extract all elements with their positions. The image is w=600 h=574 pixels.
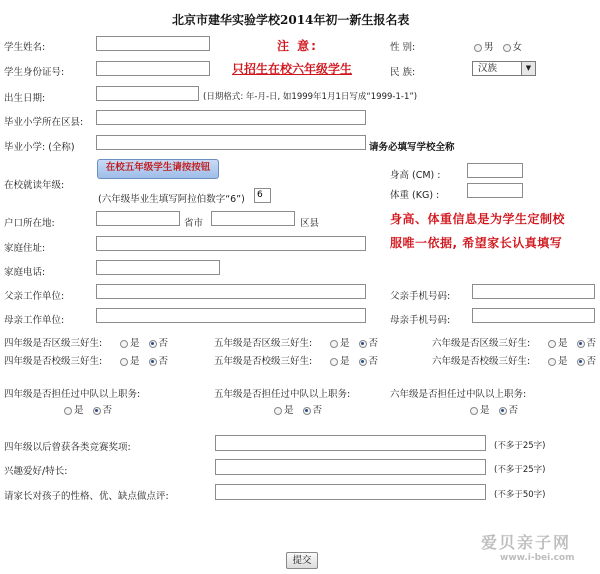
primary-district-input[interactable] xyxy=(96,110,366,125)
submit-button[interactable]: 提交 xyxy=(286,552,318,569)
birth-date-input[interactable] xyxy=(96,86,199,101)
g6-district-label: 六年级是否区级三好生: xyxy=(432,338,531,349)
gender-female-radio[interactable] xyxy=(503,44,511,52)
yes-label: 是 xyxy=(74,405,84,416)
hobbies-limit: (不多于25字) xyxy=(494,465,546,475)
no-label: 否 xyxy=(102,405,113,416)
evaluation-label: 请家长对孩子的性格、优、缺点做点评: xyxy=(4,491,169,502)
gender-label: 性 别: xyxy=(390,42,416,53)
father-work-input[interactable] xyxy=(96,284,366,299)
home-address-input[interactable] xyxy=(96,236,366,251)
mother-mobile-input[interactable] xyxy=(472,308,595,323)
weight-label: 体重 (KG) : xyxy=(390,190,440,201)
g4-school-no-radio[interactable] xyxy=(149,358,157,366)
hobbies-label: 兴趣爱好/特长: xyxy=(4,466,68,477)
grade-input[interactable]: 6 xyxy=(254,188,271,203)
yes-label: 是 xyxy=(130,356,140,367)
watermark-url: www.i-bei.com xyxy=(500,553,575,563)
g6-duty-label: 六年级是否担任过中队以上职务: xyxy=(390,389,527,400)
g4-duty-yes-radio[interactable] xyxy=(64,407,72,415)
current-grade-label: 在校就读年级: xyxy=(4,180,65,191)
g6-school-options xyxy=(548,353,596,367)
awards-input[interactable] xyxy=(215,435,486,451)
evaluation-limit: (不多于50字) xyxy=(494,490,546,500)
g6-school-yes-radio[interactable] xyxy=(548,358,556,366)
body-info-note-1: 身高、体重信息是为学生定制校 xyxy=(390,212,566,226)
no-label: 否 xyxy=(368,338,379,349)
no-label: 否 xyxy=(158,356,169,367)
g6-district-no-radio[interactable] xyxy=(577,340,585,348)
g5-school-options xyxy=(330,353,378,367)
student-id-label: 学生身份证号: xyxy=(4,67,65,78)
gender-male-label: 男 xyxy=(484,42,494,53)
notice-line: 只招生在校六年级学生 xyxy=(232,62,353,76)
yes-label: 是 xyxy=(558,356,568,367)
no-label: 否 xyxy=(586,338,597,349)
primary-district-label: 毕业小学所在区县: xyxy=(4,117,84,128)
g4-district-label: 四年级是否区级三好生: xyxy=(4,338,103,349)
g4-school-yes-radio[interactable] xyxy=(120,358,128,366)
hobbies-input[interactable] xyxy=(215,459,486,475)
student-name-label: 学生姓名: xyxy=(4,42,46,53)
g5-duty-no-radio[interactable] xyxy=(303,407,311,415)
no-label: 否 xyxy=(368,356,379,367)
g6-duty-no-radio[interactable] xyxy=(499,407,507,415)
g5-duty-label: 五年级是否担任过中队以上职务: xyxy=(214,389,351,400)
mother-work-label: 母亲工作单位: xyxy=(4,315,65,326)
yes-label: 是 xyxy=(558,338,568,349)
g6-school-label: 六年级是否校级三好生: xyxy=(432,356,531,367)
student-id-input[interactable] xyxy=(96,61,210,76)
mother-mobile-label: 母亲手机号码: xyxy=(390,315,451,326)
g4-school-options xyxy=(120,353,168,367)
g6-duty-options xyxy=(470,402,518,416)
hukou-label: 户口所在地: xyxy=(4,218,55,229)
g6-duty-yes-radio[interactable] xyxy=(470,407,478,415)
yes-label: 是 xyxy=(130,338,140,349)
evaluation-input[interactable] xyxy=(215,484,486,500)
g4-district-no-radio[interactable] xyxy=(149,340,157,348)
weight-input[interactable] xyxy=(467,183,523,198)
grade5-button[interactable]: 在校五年级学生请按按钮 xyxy=(97,159,219,179)
hukou-district-input[interactable] xyxy=(211,211,295,226)
no-label: 否 xyxy=(508,405,519,416)
g4-duty-no-radio[interactable] xyxy=(93,407,101,415)
home-phone-label: 家庭电话: xyxy=(4,267,46,278)
yes-label: 是 xyxy=(480,405,490,416)
yes-label: 是 xyxy=(340,356,350,367)
birth-date-label: 出生日期: xyxy=(4,93,46,104)
g6-district-options xyxy=(548,335,596,349)
g5-school-yes-radio[interactable] xyxy=(330,358,338,366)
g6-school-no-radio[interactable] xyxy=(577,358,585,366)
birth-date-hint: (日期格式: 年-月-日, 如1999年1月1日写成“1999-1-1”) xyxy=(203,92,418,102)
notice-heading: 注 意: xyxy=(277,39,318,53)
g4-district-options xyxy=(120,335,168,349)
gender-female-label: 女 xyxy=(512,42,523,53)
district-label: 区县 xyxy=(300,218,320,229)
student-name-input[interactable] xyxy=(96,36,210,51)
father-mobile-label: 父亲手机号码: xyxy=(390,291,451,302)
g5-district-no-radio[interactable] xyxy=(359,340,367,348)
gender-options xyxy=(474,39,522,53)
mother-work-input[interactable] xyxy=(96,308,366,323)
chevron-down-icon[interactable]: ▼ xyxy=(521,62,535,75)
father-mobile-input[interactable] xyxy=(472,284,595,299)
awards-label: 四年级以后曾获各类竞赛奖项: xyxy=(4,442,131,453)
g6-district-yes-radio[interactable] xyxy=(548,340,556,348)
g5-district-label: 五年级是否区级三好生: xyxy=(214,338,313,349)
ethnicity-label: 民 族: xyxy=(390,67,416,78)
body-info-note-2: 服唯一依据, 希望家长认真填写 xyxy=(390,236,563,250)
g4-duty-label: 四年级是否担任过中队以上职务: xyxy=(4,389,141,400)
grade-hint: (六年级毕业生填写阿拉伯数字“6”) xyxy=(98,194,245,205)
g4-school-label: 四年级是否校级三好生: xyxy=(4,356,103,367)
home-address-label: 家庭住址: xyxy=(4,243,46,254)
primary-school-label: 毕业小学: (全称) xyxy=(4,142,75,153)
yes-label: 是 xyxy=(284,405,294,416)
home-phone-input[interactable] xyxy=(96,260,220,275)
g5-school-label: 五年级是否校级三好生: xyxy=(214,356,313,367)
watermark-text: 爱贝亲子网 xyxy=(481,533,572,552)
page-title: 北京市建华实验学校2014年初一新生报名表 xyxy=(172,13,410,27)
ethnicity-select[interactable] xyxy=(472,61,536,76)
no-label: 否 xyxy=(158,338,169,349)
gender-male-radio[interactable] xyxy=(474,44,482,52)
no-label: 否 xyxy=(312,405,323,416)
g5-district-options xyxy=(330,335,378,349)
ethnicity-value: 汉族 xyxy=(478,63,498,74)
primary-school-hint: 请务必填写学校全称 xyxy=(369,142,455,153)
province-city-label: 省市 xyxy=(184,218,204,229)
awards-limit: (不多于25字) xyxy=(494,441,546,451)
g5-duty-options xyxy=(274,402,322,416)
primary-school-input[interactable] xyxy=(96,135,366,150)
hukou-province-input[interactable] xyxy=(96,211,180,226)
g5-district-yes-radio[interactable] xyxy=(330,340,338,348)
height-input[interactable] xyxy=(467,163,523,178)
g4-district-yes-radio[interactable] xyxy=(120,340,128,348)
g4-duty-options xyxy=(64,402,112,416)
yes-label: 是 xyxy=(340,338,350,349)
g5-duty-yes-radio[interactable] xyxy=(274,407,282,415)
g5-school-no-radio[interactable] xyxy=(359,358,367,366)
no-label: 否 xyxy=(586,356,597,367)
height-label: 身高 (CM) : xyxy=(390,170,441,181)
father-work-label: 父亲工作单位: xyxy=(4,291,65,302)
